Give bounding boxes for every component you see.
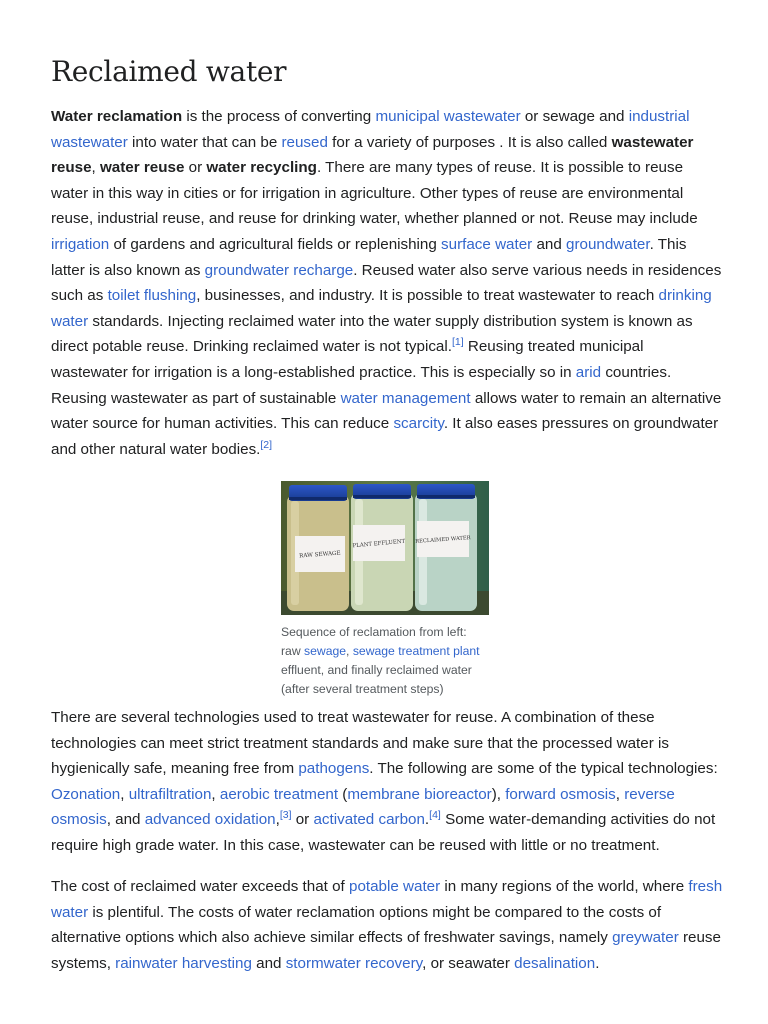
- text: . There are many types of reuse. It is possible to reuse water in this way in cities or for irrigation in agriculture. Other types of reuse are environmental reuse, industrial reuse, and reuse for drinking water, whether planned or not. Reuse may include: [51, 159, 698, 228]
- text: or sewage and: [520, 108, 629, 125]
- text: ,: [211, 785, 220, 803]
- text: into water that can be: [127, 133, 282, 151]
- link-stormwater-recovery[interactable]: stormwater recovery: [285, 954, 423, 972]
- figure: [281, 481, 489, 699]
- jar-label-reclaimed-water: RECLAIMED WATER: [415, 535, 471, 545]
- text: is plentiful. The costs of water reclamation options might be compared to the costs of alternative options which also achieve similar effects of freshwater savings, namely: [51, 903, 662, 947]
- text: , and: [106, 811, 145, 829]
- text: is the process of converting: [182, 108, 376, 125]
- text: allows water to remain an alternative water source for human activities. This can reduce: [51, 389, 722, 433]
- link-irrigation[interactable]: irrigation: [51, 235, 110, 253]
- link-sewage[interactable]: sewage: [304, 644, 347, 658]
- text: . The following are some of the typical technologies:: [369, 760, 718, 778]
- text: .: [595, 954, 600, 972]
- text: ,: [91, 159, 100, 177]
- link-scarcity[interactable]: scarcity: [393, 415, 444, 433]
- link-ultrafiltration[interactable]: ultrafiltration: [128, 785, 212, 803]
- link-potable-water[interactable]: potable water: [349, 878, 441, 895]
- link-municipal-wastewater[interactable]: municipal wastewater: [375, 108, 521, 125]
- text: ),: [491, 785, 506, 803]
- reference-2[interactable]: [2]: [260, 438, 273, 451]
- bold-term: water reuse: [99, 159, 185, 177]
- text: standards. Injecting reclaimed water into the water supply distribution system is known as direct potable reuse. Drinking reclaimed water is not typical.: [51, 312, 693, 356]
- link-fresh-water[interactable]: fresh water: [51, 878, 723, 921]
- jar-label-raw-sewage: RAW SEWAGE: [299, 550, 341, 560]
- bold-term: Water reclamation: [51, 108, 183, 125]
- text: Sequence of reclamation from left: raw: [281, 625, 467, 658]
- link-water-management[interactable]: water management: [340, 389, 471, 407]
- text: Reusing treated municipal wastewater for irrigation is a long-established practice. This is especially so in: [51, 338, 644, 381]
- link-forward-osmosis[interactable]: forward osmosis: [505, 785, 616, 803]
- intro-paragraph: [51, 104, 723, 462]
- figure-caption: [281, 623, 489, 699]
- link-desalination[interactable]: desalination: [514, 954, 596, 972]
- text: in many regions of the world, where: [440, 878, 689, 895]
- link-membrane-bioreactor[interactable]: membrane bioreactor: [347, 785, 492, 803]
- text: .: [424, 811, 430, 829]
- link-reverse-osmosis[interactable]: reverse osmosis: [51, 785, 675, 829]
- text: reuse systems,: [51, 929, 721, 972]
- text: , or seawater: [422, 954, 515, 972]
- text: , businesses, and industry. It is possible to treat wastewater to reach: [196, 287, 659, 305]
- link-surface-water[interactable]: surface water: [441, 235, 533, 253]
- text: and: [251, 954, 286, 972]
- text: ,: [120, 785, 129, 803]
- text: . It also eases pressures on groundwater and other natural water bodies.: [51, 415, 719, 458]
- text: . This latter is also known as: [51, 235, 687, 279]
- link-advanced-oxidation[interactable]: advanced oxidation: [144, 811, 276, 829]
- link-sewage-treatment-plant[interactable]: sewage treatment plant: [352, 644, 480, 658]
- link-arid[interactable]: arid: [575, 363, 602, 381]
- text: The cost of reclaimed water exceeds that of: [51, 878, 349, 895]
- text: Some water-demanding activities do not require high grade water. In this case, wastewater can be reused with little or no treatment.: [51, 811, 716, 854]
- reference-3[interactable]: [3]: [279, 809, 292, 822]
- link-industrial-wastewater[interactable]: industrial wastewater: [51, 108, 690, 151]
- text: effluent, and finally reclaimed water (after several treatment steps): [281, 663, 472, 696]
- text: There are several technologies used to treat wastewater for reuse. A combination of these technologies can meet strict treatment standards and make sure that the processed water is hygienically safe, meaning free from: [51, 709, 669, 778]
- page-title: Reclaimed water: [51, 55, 287, 88]
- link-ozonation[interactable]: Ozonation: [51, 785, 121, 803]
- bold-term: wastewater reuse: [51, 133, 694, 177]
- link-groundwater[interactable]: groundwater: [566, 235, 650, 253]
- link-pathogens[interactable]: pathogens: [298, 760, 370, 778]
- text: ,: [346, 644, 353, 658]
- text: or: [184, 159, 207, 177]
- reclamation-photo[interactable]: [281, 481, 489, 615]
- jar-label-plant-effluent: PLANT EFFLUENT: [352, 538, 406, 550]
- text: for a variety of purposes . It is also called: [327, 133, 612, 151]
- link-activated-carbon[interactable]: activated carbon: [313, 811, 425, 829]
- technologies-paragraph: [51, 705, 723, 859]
- bold-term: water recycling: [206, 159, 317, 177]
- link-reused[interactable]: reused: [281, 133, 328, 151]
- text: of gardens and agricultural fields or replenishing: [109, 235, 442, 253]
- reference-4[interactable]: [4]: [429, 809, 441, 822]
- text: . Reused water also serve various needs in residences such as: [51, 261, 722, 305]
- link-rainwater-harvesting[interactable]: rainwater harvesting: [115, 954, 252, 972]
- text: or: [291, 811, 314, 829]
- cost-paragraph: [51, 874, 723, 976]
- link-toilet-flushing[interactable]: toilet flushing: [107, 287, 197, 305]
- text: ,: [275, 811, 280, 829]
- text: and: [532, 235, 566, 253]
- link-greywater[interactable]: greywater: [612, 929, 679, 947]
- link-drinking-water[interactable]: drinking water: [51, 287, 712, 330]
- reference-1[interactable]: [1]: [451, 336, 464, 349]
- text: (: [338, 785, 348, 803]
- link-aerobic-treatment[interactable]: aerobic treatment: [219, 785, 339, 803]
- text: ,: [615, 785, 625, 803]
- text: countries. Reusing wastewater as part of sustainable: [51, 363, 672, 407]
- link-groundwater-recharge[interactable]: groundwater recharge: [204, 261, 354, 279]
